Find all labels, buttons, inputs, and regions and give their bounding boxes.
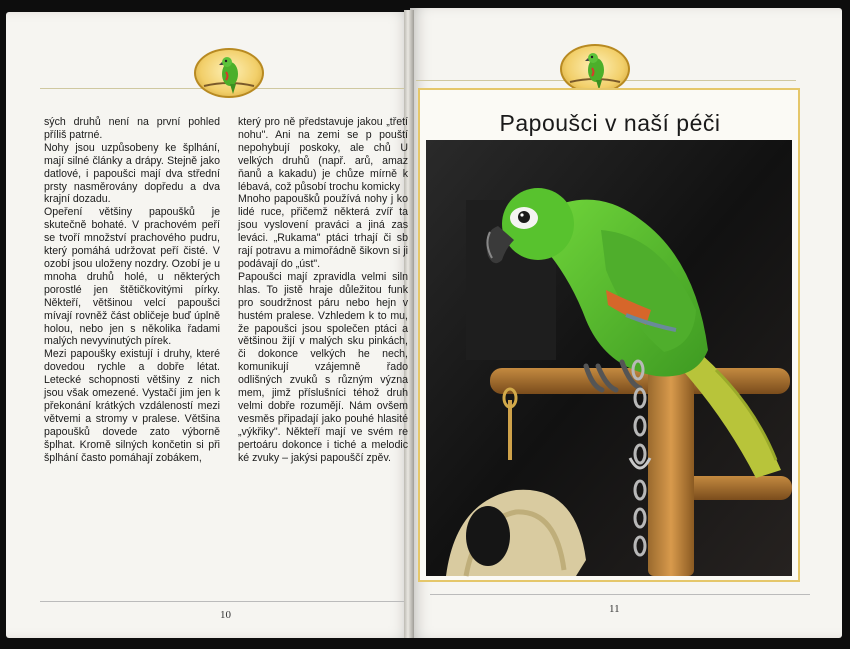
paragraph: Nohy jsou uzpůsobeny ke šplhání, mají silné články a drápy. Stejně jako datlové, i papoušci mají dva střední prsty nasměrovány dopředu a dva krajní dozadu. bbox=[44, 141, 220, 206]
right-footer-rule bbox=[430, 594, 810, 595]
page-number-left: 10 bbox=[220, 609, 231, 621]
paragraph: Opeření většiny papoušků je skutečně bohaté. V prachovém peří se tvoří množství prachového pudru, který pomáhá udržovat peří čisté. V ozobí jsou uloženy nozdry. Ozobí je u mnoha druhů holé, u některých porostlé jen štětičkovitými pírky. Někteří, většinou velcí papoušci mívají rovněž část obličeje buď úplně holou, nebo jen s několika řadami malých nevyvinutých pírek. bbox=[44, 206, 220, 348]
paragraph: který pro ně představuje jakou „třetí nohu". Ani na zemi se p pouští nepohybují poskoky, ale chů U velkých druhů (např. arů, amaz ňanů a kakadu) je chůze mírně k lébavá, což působí trochu komicky bbox=[238, 116, 408, 193]
left-text-column-2 bbox=[238, 116, 408, 464]
left-parrot-emblem-icon bbox=[194, 48, 264, 98]
parrot-photo bbox=[426, 140, 792, 576]
paragraph: Papoušci mají zpravidla velmi siln hlas. To jistě hraje důležitou funk pro soudržnost páru nebo hejn v hustém pralese. Vzhledem k to mu, že papoušci jsou společen ptáci a většinou žijí v malých sku pinkách, či dokonce velkých he nech, komunikují vzájemně řado odlišných zvuků s různým význa mem, jimž příslušníci téhož druh velmi dobře rozumějí. Nám ovšem vesměs připadají jako pouhé hlasité „výkřiky". Někteří mají ve svém re pertoáru dokonce i tiché a melodic ké zvuky – jakýsi papouščí zpěv. bbox=[238, 270, 408, 464]
page-number-right: 11 bbox=[609, 603, 620, 615]
paragraph: Mnoho papoušků používá nohy j ko lidé ruce, přičemž některá zvíř ta jsou vyslovení praváci a jiná zas leváci. „Rukama" ptáci trhají či sb rají potravu a mimořádně šikovn si ji podávají do „úst". bbox=[238, 193, 408, 270]
paragraph: sých druhů není na první pohled příliš patrné. bbox=[44, 116, 220, 141]
right-parrot-emblem-icon bbox=[560, 44, 630, 94]
paragraph: Mezi papoušky existují i druhy, které dovedou rychle a dobře létat. Letecké schopnosti většiny z nich jsou však omezené. Vystačí jim jen k překonání krátkých vzdáleností mezi větvemi a stromy v pralese. Většina papoušků dovede zato výborně šplhat. Kromě silných končetin si při šplhání často pomáhají zobákem, bbox=[44, 348, 220, 464]
left-footer-rule bbox=[40, 601, 404, 602]
left-text-column-1 bbox=[44, 116, 220, 464]
chapter-title: Papoušci v naší péči bbox=[499, 110, 721, 136]
